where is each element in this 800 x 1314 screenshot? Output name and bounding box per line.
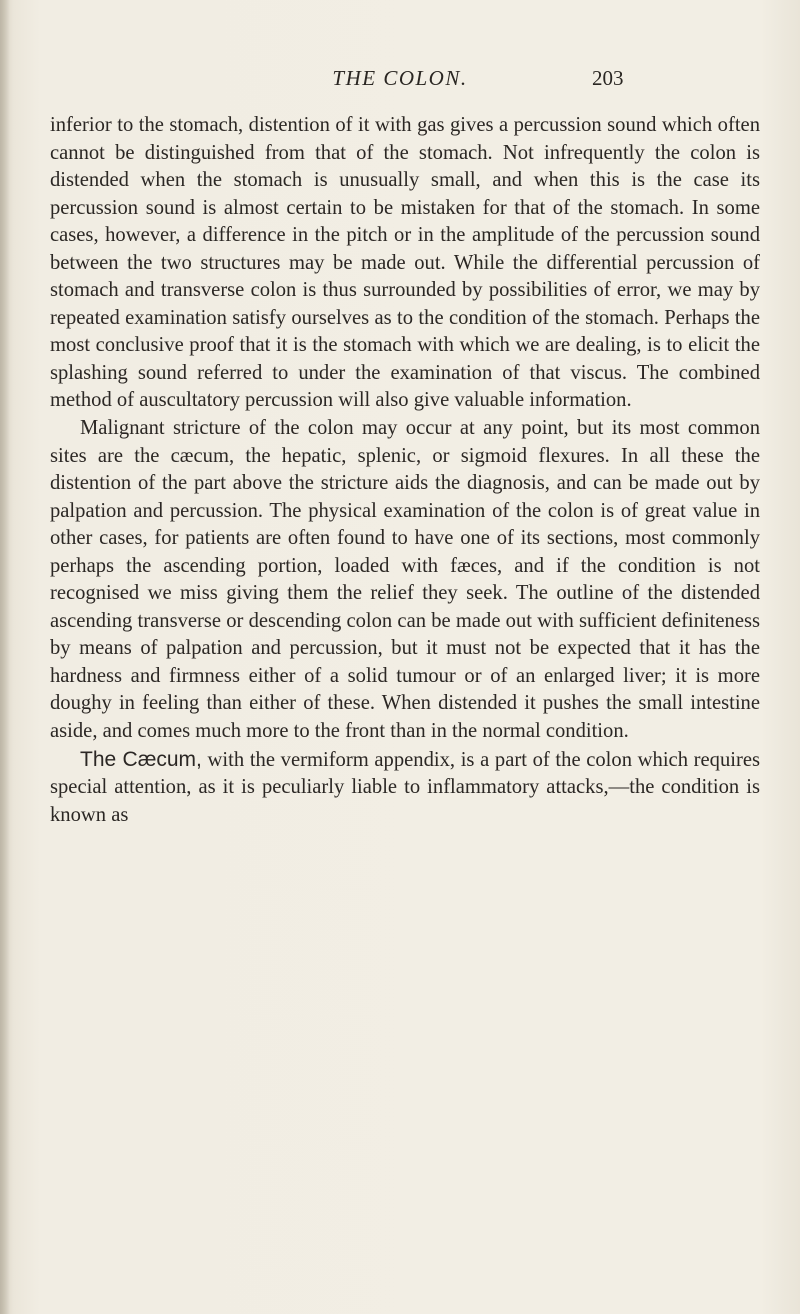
running-title: THE COLON.: [332, 66, 468, 90]
section-lead-term: The Cæcum,: [80, 747, 202, 771]
body-text: [50, 112, 760, 829]
paragraph-3: [50, 746, 760, 830]
paragraph-3-text: with the vermiform appendix, is a part of the colon which requires special attention, as it is peculiarly liable to inflammatory attacks,—the condition is known as: [50, 748, 760, 826]
running-head: [0, 66, 800, 96]
binding-shadow: [0, 0, 10, 1314]
paragraph-1: inferior to the stomach, distention of it with gas gives a percussion sound which often cannot be distinguished from that of the stomach. Not infrequently the colon is distended when the stomach is unusually small, and when this is the case its percussion sound is almost certain to be mistaken for that of the stomach. In some cases, however, a difference in the pitch or in the amplitude of the percussion sound between the two structures may be made out. While the differential percussion of stomach and transverse colon is thus surrounded by possibilities of error, we may by repeated examination satisfy ourselves as to the condition of the stomach. Perhaps the most conclusive proof that it is the stomach with which we are dealing, is to elicit the splashing sound referred to under the examination of that viscus. The combined method of auscultatory percussion will also give valuable information.: [50, 114, 760, 412]
paragraph-2: Malignant stricture of the colon may occur at any point, but its most common sites are the cæcum, the hepatic, splenic, or sigmoid flexures. In all these the distention of the part above the stricture aids the diagnosis, and can be made out by palpation and percussion. The physical examination of the colon is of great value in other cases, for patients are often found to have one of its sections, most commonly perhaps the ascending portion, loaded with fæces, and if the condition is not recognised we miss giving them the relief they seek. The outline of the distended ascending transverse or descending colon can be made out with sufficient definiteness by means of palpation and percussion, but it must not be expected that it has the hardness and firmness either of a solid tumour or of an enlarged liver; it is more doughy in feeling than either of these. When distended it pushes the small intestine aside, and comes much more to the front than in the normal condition.: [50, 417, 760, 743]
page-number: 203: [592, 66, 624, 90]
